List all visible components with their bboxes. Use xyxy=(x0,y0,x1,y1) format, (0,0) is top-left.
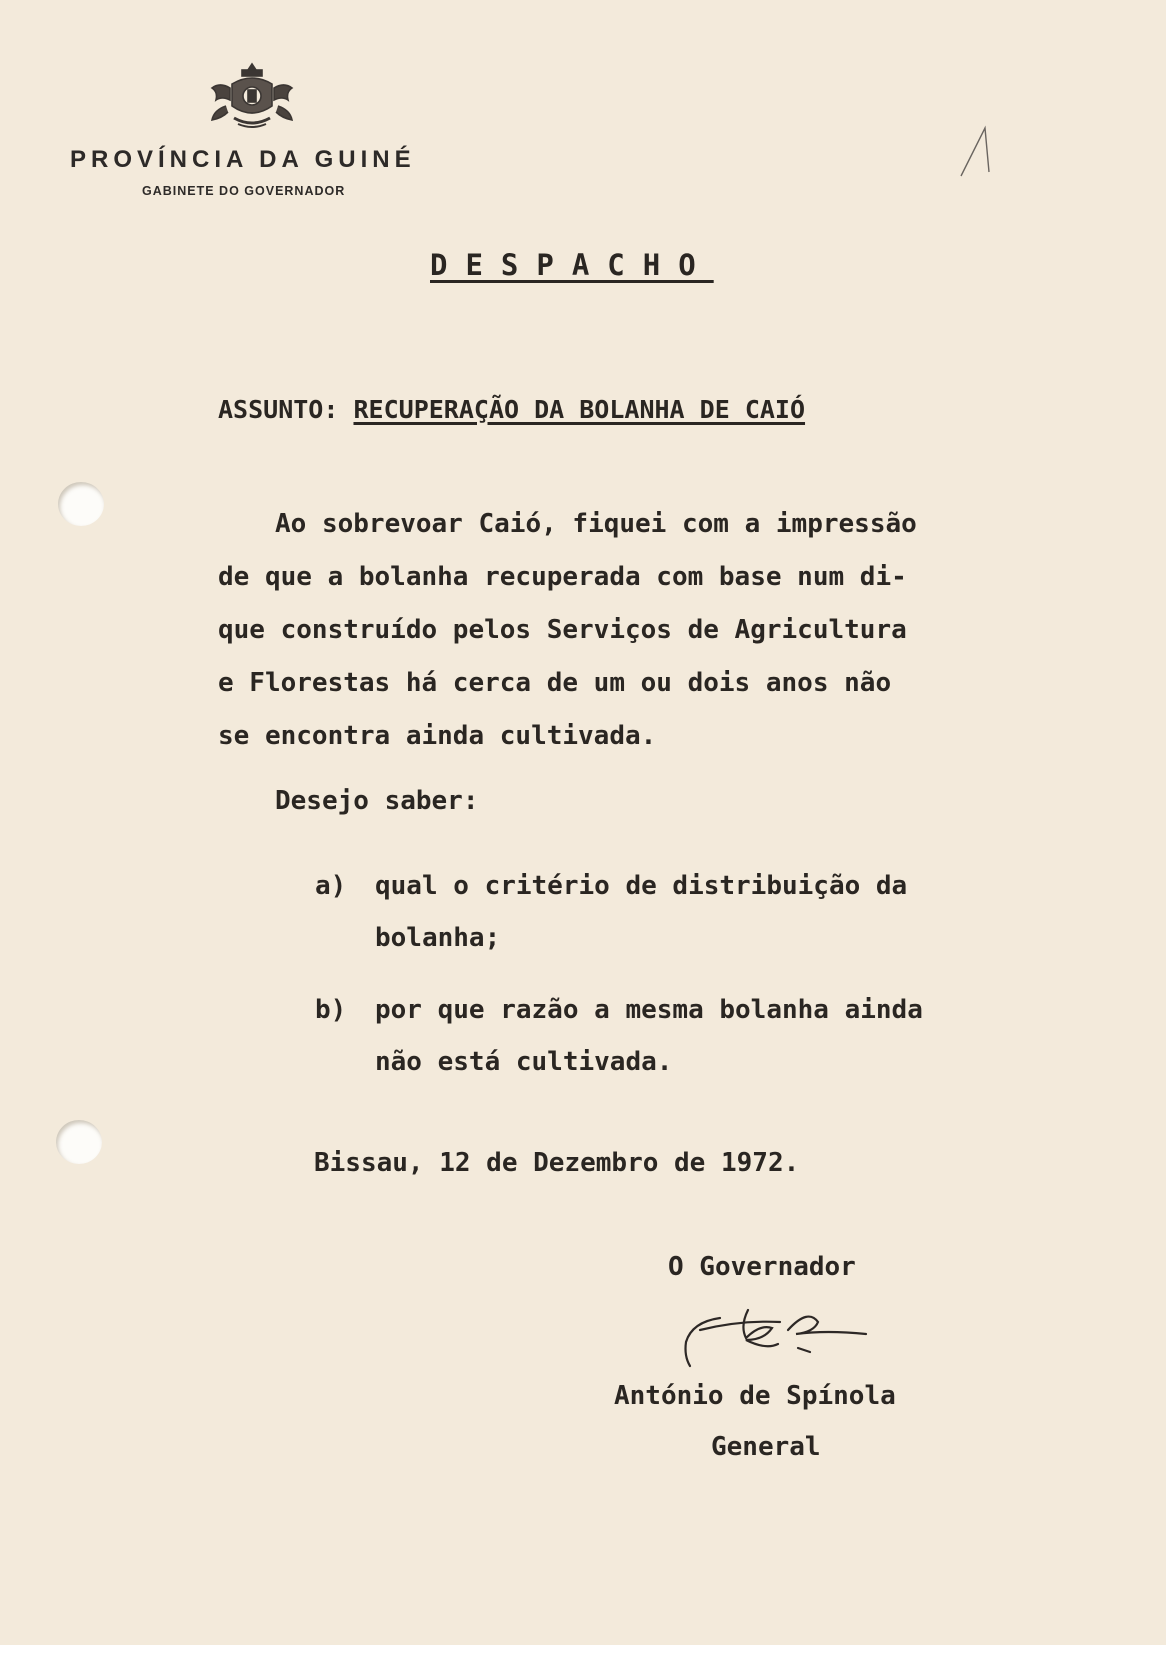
handwritten-signature-icon xyxy=(670,1300,910,1370)
body-line: e Florestas há cerca de um ou dois anos não xyxy=(218,668,892,698)
body-line: se encontra ainda cultivada. xyxy=(218,721,657,751)
list-item-line: qual o critério de distribuição da xyxy=(375,871,908,901)
punch-hole xyxy=(58,482,104,526)
punch-hole xyxy=(56,1120,102,1164)
scan-edge-right xyxy=(1166,0,1173,1660)
body-line: que construído pelos Serviços de Agricultura xyxy=(218,615,907,645)
list-item-text xyxy=(375,860,1075,964)
list-item-line: bolanha; xyxy=(375,923,501,953)
letterhead-province: PROVÍNCIA DA GUINÉ xyxy=(70,146,416,173)
subject-label: ASSUNTO: xyxy=(218,395,339,424)
subject-line xyxy=(218,395,805,424)
list-item-text xyxy=(375,984,1075,1088)
request-intro: Desejo saber: xyxy=(275,786,479,816)
body-paragraph xyxy=(218,498,1098,763)
document-title: DESPACHO xyxy=(430,248,714,282)
scan-edge-bottom xyxy=(0,1645,1173,1660)
body-line: de que a bolanha recuperada com base num di- xyxy=(218,562,907,592)
signatory-rank: General xyxy=(711,1432,821,1462)
subject-value: RECUPERAÇÃO DA BOLANHA DE CAIÓ xyxy=(353,395,806,424)
coat-of-arms-seal-icon xyxy=(204,58,300,134)
list-item-marker: b) xyxy=(315,995,347,1025)
signatory-role: O Governador xyxy=(668,1252,856,1282)
list-item-line: por que razão a mesma bolanha ainda xyxy=(375,995,923,1025)
list-item-marker: a) xyxy=(315,871,347,901)
list-item-line: não está cultivada. xyxy=(375,1047,673,1077)
place-date-line: Bissau, 12 de Dezembro de 1972. xyxy=(314,1148,800,1178)
signatory-name: António de Spínola xyxy=(614,1381,896,1411)
list-item xyxy=(315,860,1075,964)
body-line: Ao sobrevoar Caió, fiquei com a impressão xyxy=(275,509,917,539)
pen-mark-icon xyxy=(955,124,995,180)
list-item xyxy=(315,984,1075,1088)
letterhead-office: GABINETE DO GOVERNADOR xyxy=(142,184,346,198)
